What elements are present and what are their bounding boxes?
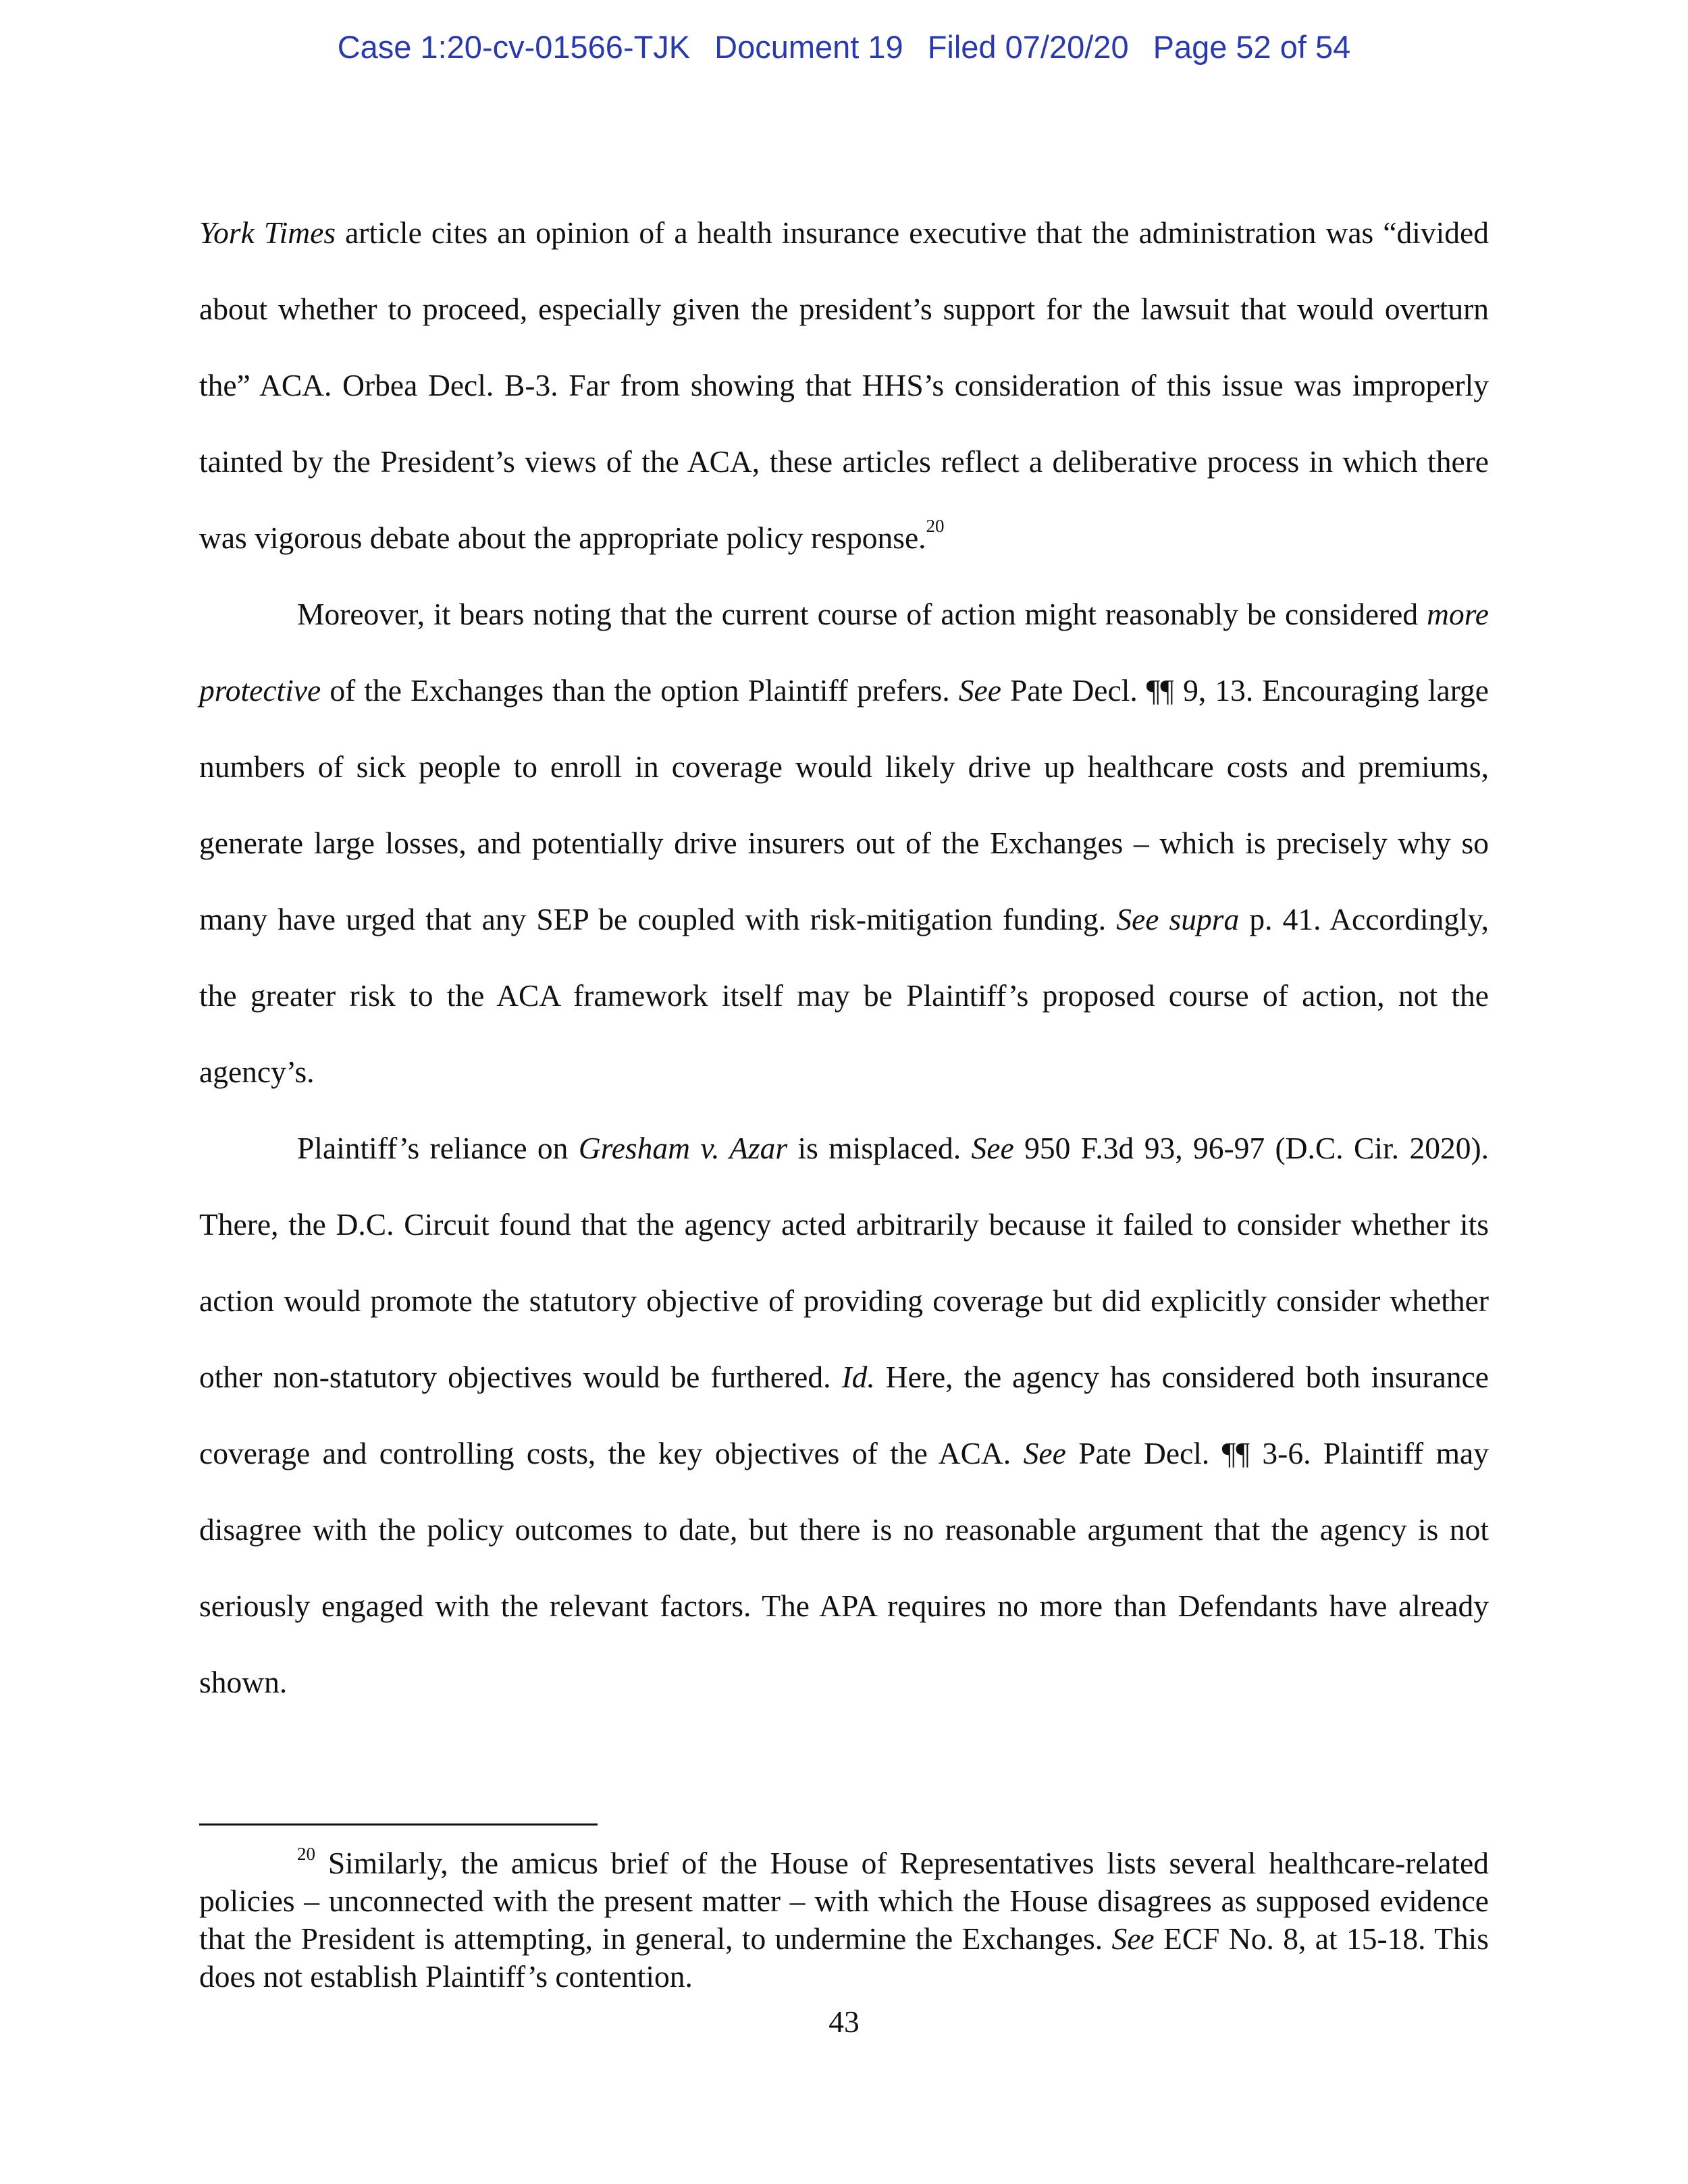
italic-signal: See (1111, 1921, 1155, 1956)
footnote-20 (199, 1844, 1489, 1996)
text-span: Moreover, it bears noting that the current course of action might reasonably be considered (297, 597, 1427, 631)
case-header (0, 28, 1688, 65)
italic-case-name: Gresham v. Azar (578, 1131, 788, 1165)
italic-signal: See (971, 1131, 1014, 1165)
text-span: ECF No. 8, at 15-18. This does not establish Plaintiff’s contention. (199, 1921, 1489, 1994)
text-span: Pate Decl. ¶¶ 3-6. Plaintiff may disagree with the policy outcomes to date, but there is no reasonable argument that the agency is not seriously engaged with the relevant factors. The APA requires no more than Defendants have already shown. (199, 1436, 1489, 1699)
document-number: Document 19 (714, 29, 903, 65)
italic-signal: See (958, 673, 1001, 708)
italic-signal: See (1023, 1436, 1066, 1470)
page-count: Page 52 of 54 (1153, 29, 1351, 65)
text-span: Pate Decl. ¶¶ 9, 13. Encouraging large numbers of sick people to enroll in coverage would likely drive up healthcare costs and premiums, generate large losses, and potentially drive insurers out of the Exchanges – which is precisely why so many have urged that any SEP be coupled with risk-mitigation funding. (199, 673, 1489, 936)
footnote-number: 20 (297, 1844, 315, 1864)
italic-citation: York Times (199, 215, 336, 250)
text-span: p. 41. Accordingly, the greater risk to the ACA framework itself may be Plaintiff’s proposed course of action, not the agency’s. (199, 902, 1489, 1089)
text-span: Similarly, the amicus brief of the House of Representatives lists several healthcare-related policies – unconnected with the present matter – with which the House disagrees as supposed evidence that the President is attempting, in general, to undermine the Exchanges. (199, 1846, 1489, 1956)
page-number: 43 (828, 2004, 860, 2039)
italic-signal: See supra (1116, 902, 1240, 936)
italic-emphasis: more protective (199, 597, 1489, 708)
paragraph-moreover (199, 576, 1489, 1110)
paragraph-gresham (199, 1110, 1489, 1720)
italic-signal: Id. (841, 1360, 875, 1394)
footnote-divider (199, 1823, 598, 1826)
footnote-reference: 20 (926, 516, 945, 536)
body-text (199, 194, 1489, 1720)
text-span: 950 F.3d 93, 96-97 (D.C. Cir. 2020). There, the D.C. Circuit found that the agency acted arbitrarily because it failed to consider whether its action would promote the statutory objective of providing coverage but did explicitly consider whether other non-statutory objectives would be furthered. (199, 1131, 1489, 1394)
text-span: of the Exchanges than the option Plaintiff prefers. (321, 673, 959, 708)
filed-date: Filed 07/20/20 (927, 29, 1129, 65)
text-span: is misplaced. (787, 1131, 972, 1165)
case-number: Case 1:20-cv-01566-TJK (337, 29, 691, 65)
paragraph-continued (199, 194, 1489, 576)
text-span: Plaintiff’s reliance on (297, 1131, 579, 1165)
text-span: article cites an opinion of a health insurance executive that the administration was “divided about whether to proceed, especially given the president’s support for the lawsuit that would overturn the” ACA. Orbea Decl. B-3. Far from showing that HHS’s consideration of this issue was improperly tainted by the President’s views of the ACA, these articles reflect a deliberative process in which there was vigorous debate about the appropriate policy response. (199, 215, 1489, 555)
text-span: Here, the agency has considered both insurance coverage and controlling costs, the key objectives of the ACA. (199, 1360, 1489, 1470)
